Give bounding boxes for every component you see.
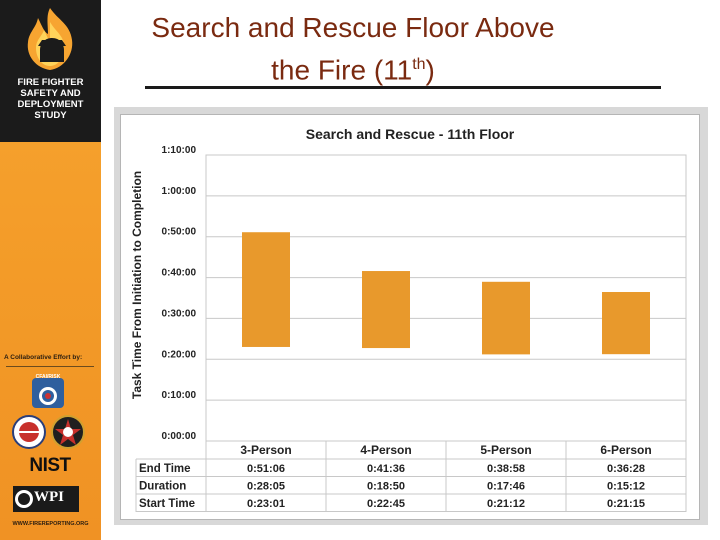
table-cell: 0:28:05: [247, 480, 285, 493]
table-cell: 0:38:58: [487, 463, 525, 475]
table-cell: 0:17:46: [487, 480, 525, 493]
category-label: 6-Person: [600, 443, 652, 457]
slide-title-main: Search and Rescue Floor Above the Fire (11: [151, 12, 555, 86]
y-tick-label: 0:30:00: [161, 308, 196, 320]
y-tick-label: 0:20:00: [161, 349, 196, 361]
website-url: WWW.FIREREPORTING.ORG: [12, 521, 89, 527]
table-cell: 0:51:06: [247, 463, 285, 475]
bar: [362, 271, 410, 348]
y-tick-labels: [162, 145, 197, 442]
y-tick-label: 1:10:00: [161, 145, 196, 156]
wpi-logo-text: WPI: [34, 489, 64, 505]
table-cell: 0:36:28: [607, 463, 645, 475]
bar: [242, 232, 290, 347]
y-tick-label: 1:00:00: [161, 185, 196, 197]
table-cell: 0:23:01: [247, 498, 285, 510]
slide-title-superscript: th: [412, 56, 426, 73]
bar: [482, 282, 530, 355]
nist-logo: NIST: [29, 455, 71, 476]
chart-title: Search and Rescue - 11th Floor: [305, 126, 515, 142]
org-title-line: DEPLOYMENT: [17, 99, 84, 110]
table-row-label: Start Time: [139, 498, 196, 510]
data-table: [136, 443, 686, 512]
bars: [242, 232, 650, 354]
org-title-line: STUDY: [34, 110, 67, 121]
org-title-line: FIRE FIGHTER: [17, 77, 84, 88]
cfai-logo-text: CFAI/RISK: [35, 374, 61, 380]
y-axis-label: Task Time From Initiation to Completion: [130, 170, 144, 400]
table-cell: 0:21:12: [487, 498, 525, 510]
table-cell: 0:41:36: [367, 463, 405, 475]
y-tick-label: 0:00:00: [161, 431, 196, 442]
table-row-label: Duration: [139, 480, 187, 493]
table-cell: 0:22:45: [367, 498, 405, 510]
y-tick-label: 0:40:00: [161, 267, 196, 279]
category-label: 3-Person: [240, 443, 292, 457]
org-title-line: SAFETY AND: [20, 88, 81, 99]
y-tick-label: 0:10:00: [161, 390, 196, 402]
y-tick-label: 0:50:00: [161, 226, 196, 238]
table-cell: 0:15:12: [607, 480, 645, 493]
table-cell: 0:18:50: [367, 480, 405, 493]
table-row-label: End Time: [139, 463, 191, 475]
category-label: 5-Person: [480, 443, 532, 457]
slide-title-end: ): [425, 54, 435, 86]
bar: [602, 292, 650, 354]
collab-text: A Collaborative Effort by:: [4, 354, 83, 361]
category-label: 4-Person: [360, 443, 412, 457]
table-cell: 0:21:15: [607, 498, 645, 510]
